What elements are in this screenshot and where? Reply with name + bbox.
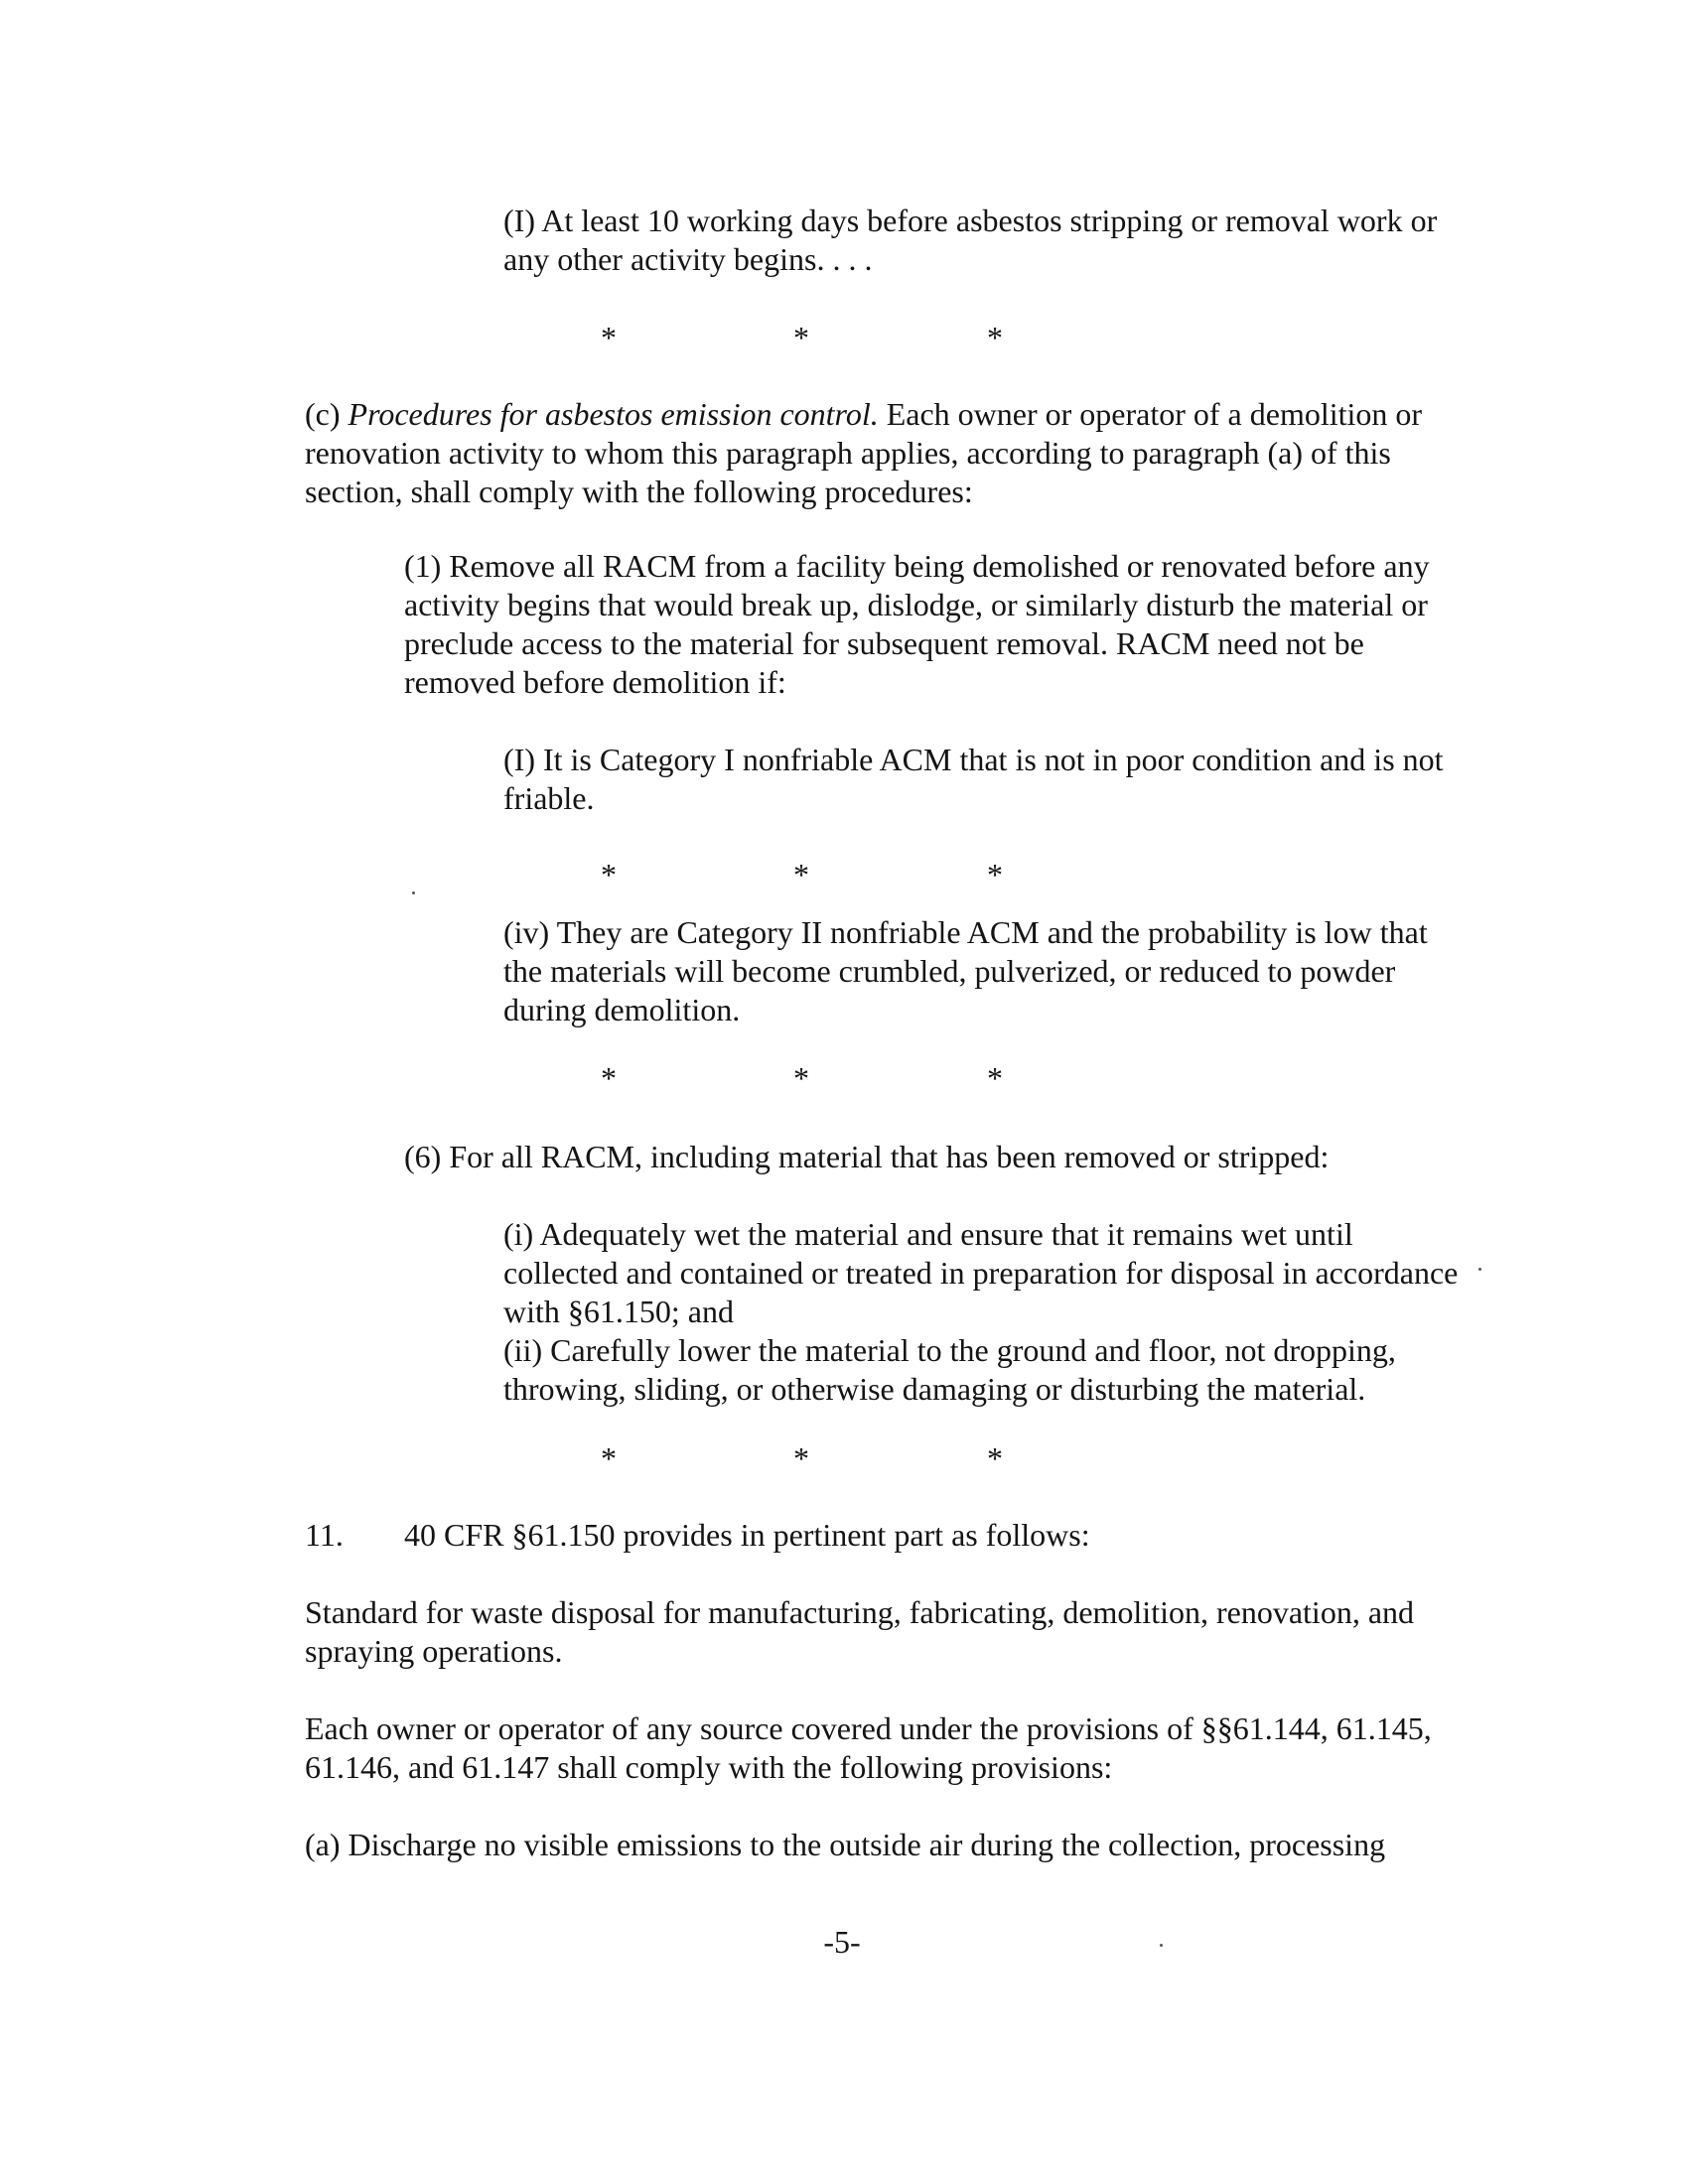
separator-star: * xyxy=(987,320,1003,355)
text-line: Standard for waste disposal for manufacturing, fabricating, demolition, renovation, and xyxy=(305,1594,1415,1630)
text-line: (iv) They are Category II nonfriable ACM and the probability is low that xyxy=(503,914,1428,950)
text-line: renovation activity to whom this paragraph applies, according to paragraph (a) of this xyxy=(305,435,1391,471)
separator-star: * xyxy=(987,1440,1003,1476)
text-line: spraying operations. xyxy=(305,1633,563,1669)
paragraph-c1-remove-racm xyxy=(404,547,1430,702)
separator-star: * xyxy=(601,857,617,892)
text-line: during demolition. xyxy=(503,992,741,1027)
paragraph-heading: Procedures for asbestos emission control. xyxy=(348,396,879,432)
text-line: (6) For all RACM, including material that has been removed or stripped: xyxy=(404,1139,1330,1174)
paragraph-c-procedures xyxy=(305,395,1422,511)
text-line: (1) Remove all RACM from a facility being demolished or renovated before any xyxy=(404,548,1430,584)
paragraph-label: (c) xyxy=(305,396,349,432)
separator-star: * xyxy=(793,320,809,355)
ellipsis-separator xyxy=(0,857,1684,896)
text-line: friable. xyxy=(503,780,595,816)
separator-star: * xyxy=(793,1060,809,1096)
text-line: throwing, sliding, or otherwise damaging or disturbing the material. xyxy=(503,1371,1366,1407)
paragraph-a-discharge xyxy=(305,1826,1385,1864)
separator-star: * xyxy=(987,1060,1003,1096)
text-line: activity begins that would break up, dislodge, or similarly disturb the material or xyxy=(404,587,1428,622)
paragraph-category-ii xyxy=(503,913,1428,1029)
scan-speck xyxy=(412,891,415,894)
paragraph-category-i xyxy=(503,741,1444,818)
text-line: section, shall comply with the following procedures: xyxy=(305,474,973,509)
paragraph-wet-and-lower xyxy=(503,1215,1458,1409)
text-line: (i) Adequately wet the material and ensure that it remains wet until xyxy=(503,1216,1353,1252)
paragraph-standard-waste-disposal xyxy=(305,1593,1414,1671)
scan-speck xyxy=(1478,1268,1481,1271)
separator-star: * xyxy=(793,1440,809,1476)
text-line: (a) Discharge no visible emissions to the outside air during the collection, processing xyxy=(305,1827,1386,1862)
text-line: with §61.150; and xyxy=(503,1294,734,1329)
ellipsis-separator xyxy=(0,1440,1684,1480)
text-line: (I) At least 10 working days before asbestos stripping or removal work or xyxy=(503,203,1438,238)
paragraph-number: 11. xyxy=(305,1517,344,1553)
separator-star: * xyxy=(987,857,1003,892)
text-line: removed before demolition if: xyxy=(404,664,786,700)
paragraph-text: 40 CFR §61.150 provides in pertinent part as follows: xyxy=(404,1517,1090,1553)
ellipsis-separator xyxy=(0,320,1684,359)
numbered-paragraph-11 xyxy=(305,1516,1496,1555)
separator-star: * xyxy=(601,1060,617,1096)
text-line xyxy=(305,1516,1496,1555)
separator-star: * xyxy=(793,857,809,892)
page-number: -5- xyxy=(823,1924,861,1960)
text-line: Each owner or operator of any source covered under the provisions of §§61.144, 61.145, xyxy=(305,1710,1432,1746)
separator-star: * xyxy=(601,1440,617,1476)
text-line: 61.146, and 61.147 shall comply with the following provisions: xyxy=(305,1749,1113,1785)
text-line xyxy=(305,395,1422,434)
text-line: (I) It is Category I nonfriable ACM that is not in poor condition and is not xyxy=(503,742,1444,777)
paragraph-each-owner xyxy=(305,1709,1432,1787)
scan-speck xyxy=(1160,1944,1163,1947)
text-line: collected and contained or treated in preparation for disposal in accordance xyxy=(503,1255,1459,1291)
separator-star: * xyxy=(601,320,617,355)
text-line: preclude access to the material for subsequent removal. RACM need not be xyxy=(404,625,1364,661)
text-line: the materials will become crumbled, pulverized, or reduced to powder xyxy=(503,953,1396,989)
ellipsis-separator xyxy=(0,1060,1684,1100)
paragraph-notice-10-days xyxy=(503,202,1437,279)
text-line: (ii) Carefully lower the material to the ground and floor, not dropping, xyxy=(503,1332,1396,1368)
text-line: any other activity begins. . . . xyxy=(503,241,873,277)
paragraph-text: Each owner or operator of a demolition or xyxy=(878,396,1423,432)
paragraph-c6-all-racm xyxy=(404,1138,1329,1176)
